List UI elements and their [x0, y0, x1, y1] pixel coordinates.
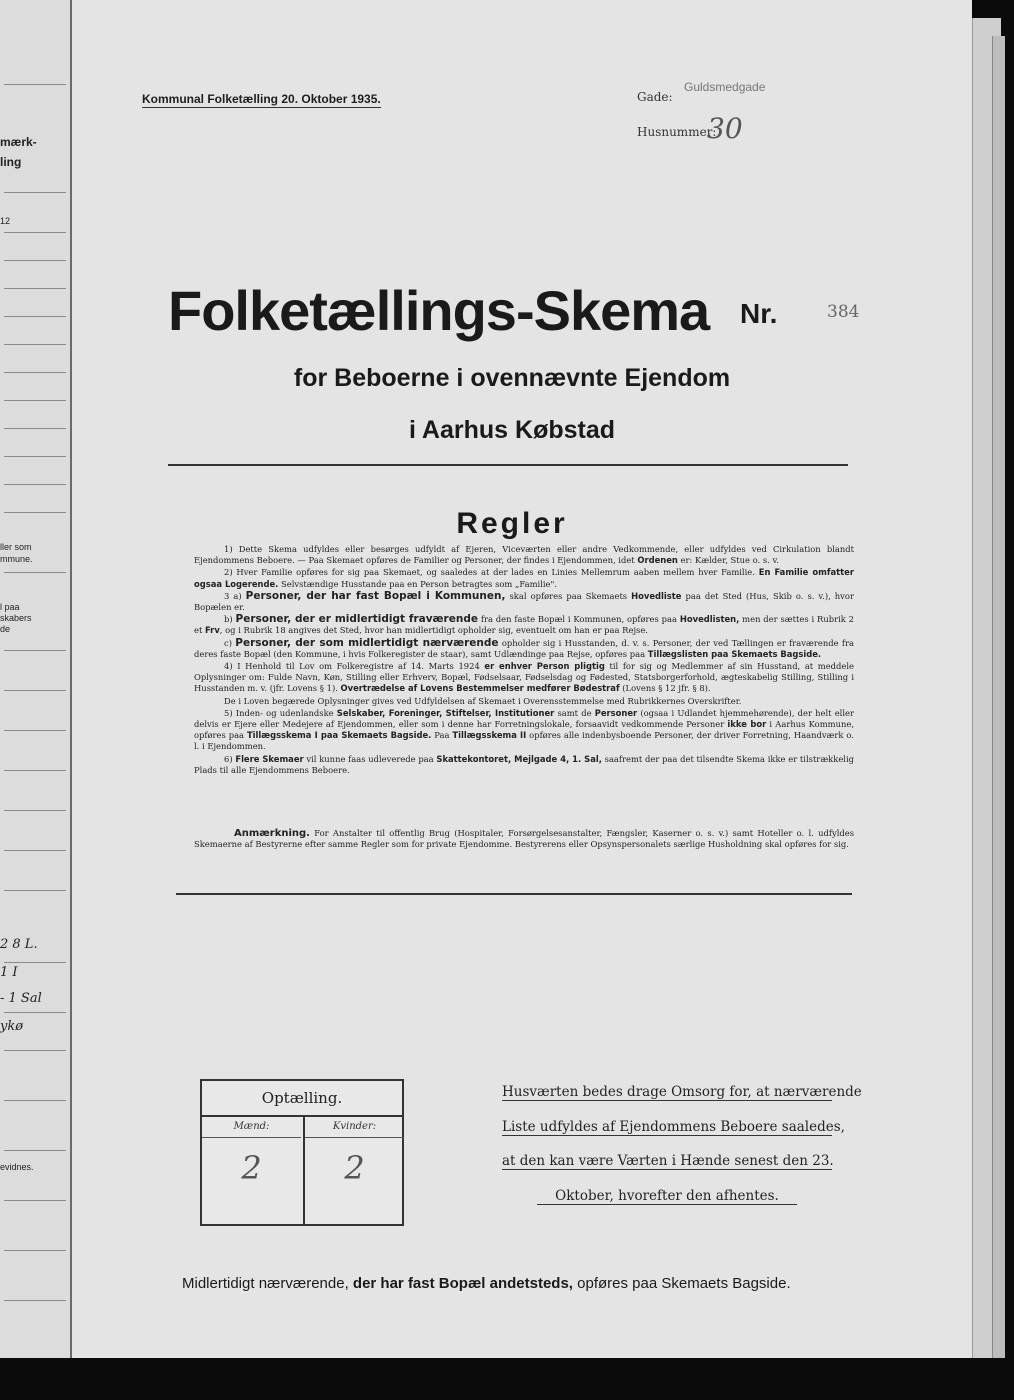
form-subtitle: for Beboerne i ovennævnte Ejendom [293, 364, 731, 392]
form-number-value: 384 [827, 302, 860, 322]
ruled-line [4, 456, 66, 457]
prev-page-handwriting: 1 I [0, 965, 18, 980]
column-rule [202, 1137, 301, 1138]
ruled-line [4, 1250, 66, 1251]
rule-3c: c) Personer, der som midlertidigt nærværende opholder sig i Husstanden, d. v. s. Personer, der ved Tællingen er fraværende fra deres faste Bopæl (den Kommune, i hvis Folkeregister de staar), samt Udlændinge paa Rejse, opføres paa Tillægslisten paa Skemaets Bagside. [194, 636, 854, 659]
ruled-line [4, 484, 66, 485]
street-label: Gade: [637, 90, 673, 104]
annotation-note [194, 828, 854, 850]
rule-4: 4) I Henhold til Lov om Folkeregistre af 14. Marts 1924 er enhver Person pligtig til for sig og Medlemmer af sin Husstand, at meddele Oplysninger om: Fulde Navn, Køn, Stilling eller Erhverv, Bopæl, Fødselsaar, Fødselsdag og Fødested, Statsborgerforhold, ægteskabelig Stilling, Stilling i Husstanden m. v. (jfr. Lovens § 1). Overtrædelse af Lovens Bestemmelser medfører Bødestraf (Lovens § 12 jfr. § 8). [194, 661, 854, 694]
rules-text [194, 544, 854, 777]
ruled-line [4, 84, 66, 85]
rule-3b: b) Personer, der er midlertidigt fraværende fra den faste Bopæl i Kommunen, opføres paa Hovedlisten, men der sættes i Rubrik 2 et Frv, og i Rubrik 18 angives det Sted, hvor han midlertidigt opholder sig, eventuelt om han er paa Rejse. [194, 613, 855, 636]
prev-page-handwriting: ykø [0, 1019, 24, 1034]
prev-page-fragment: skabers [0, 613, 32, 623]
ruled-line [4, 1100, 66, 1101]
ruled-line [4, 428, 66, 429]
ruled-line [4, 572, 66, 573]
rule-6: 6) Flere Skemaer vil kunne faas udleverede paa Skattekontoret, Mejlgade 4, 1. Sal, saafremt der paa det tilsendte Skema ikke er tilstrækkelig Plads til alle Ejendommens Beboere. [194, 753, 855, 775]
footer-note: Midlertidigt nærværende, der har fast Bopæl andetsteds, opføres paa Skemaets Bagside. [182, 1275, 791, 1292]
prev-page-fragment: l paa [0, 602, 20, 612]
men-column [202, 1117, 301, 1224]
men-label: Mænd: [233, 1121, 270, 1132]
street-value: Guldsmedgade [684, 80, 766, 94]
house-number-label: Husnummer: [637, 125, 717, 139]
ruled-line [4, 512, 66, 513]
prev-page-fragment: mmune. [0, 554, 33, 564]
ruled-line [4, 1200, 66, 1201]
rule-4-note: De i Loven begærede Oplysninger gives ved Udfyldelsen af Skemaet i Overensstemmelse med Rubrikkernes Overskrifter. [224, 695, 742, 706]
prev-page-fragment: 12 [0, 216, 11, 226]
ruled-line [4, 400, 66, 401]
ruled-line [4, 1012, 66, 1013]
form-subtitle-city: i Aarhus Købstad [408, 416, 616, 444]
ruled-line [4, 730, 66, 731]
ruled-line [4, 260, 66, 261]
landlord-note-line: Oktober, hvorefter den afhentes. [537, 1188, 797, 1205]
prev-page-fragment: evidnes. [0, 1162, 34, 1172]
ruled-line [4, 1300, 66, 1301]
census-header: Kommunal Folketælling 20. Oktober 1935. [142, 92, 381, 106]
rules-heading: Regler [456, 507, 568, 540]
column-rule [305, 1137, 404, 1138]
annotation-label: Anmærkning. [234, 828, 310, 839]
ruled-line [4, 690, 66, 691]
rule-3a: 3 a) Personer, der har fast Bopæl i Kommunen, skal opføres paa Skemaets Hovedliste paa det Sted (Hus, Skib o. s. v.), hvor Bopælen er. [194, 589, 854, 613]
annotation-text: For Anstalter til offentlig Brug (Hospitaler, Forsørgelsesanstalter, Fængsler, Kaserner o. s. v.) samt Hoteller o. l. udfyldes Skemaerne af Bestyrerne efter samme Regler som for private Ejendomme. Bestyrerens eller Opsynspersonalets særlige Husholdning skal opføres for sig. [194, 828, 854, 850]
ruled-line [4, 372, 66, 373]
ruled-line [4, 962, 66, 963]
prev-page-fragment: ller som [0, 542, 32, 552]
prev-page-handwriting: - 1 Sal [0, 991, 42, 1006]
men-count: 2 [241, 1149, 262, 1187]
prev-page-fragment: de [0, 624, 11, 634]
ruled-line [4, 810, 66, 811]
landlord-note-line: Liste udfyldes af Ejendommens Beboere saaledes, [502, 1119, 845, 1135]
ruled-line [4, 288, 66, 289]
ruled-line [4, 232, 66, 233]
rule-1: 1) Dette Skema udfyldes eller besørges udfyldt af Ejeren, Viceværten eller andre Vedkommende, eller udfyldes ved Cirkulation blandt Ejendommens Beboere. — Paa Skemaet opføres de Familier og Personer, der findes i Ejendommen, idet Ordenen er: Kælder, Stue o. s. v. [194, 544, 854, 566]
ruled-line [4, 850, 66, 851]
page-edge [992, 36, 1005, 1358]
divider [168, 464, 848, 466]
ruled-line [4, 1050, 66, 1051]
women-column [303, 1117, 404, 1224]
ruled-line [4, 316, 66, 317]
previous-page-strip [0, 0, 72, 1358]
ruled-line [4, 192, 66, 193]
divider [176, 893, 852, 895]
ruled-line [4, 890, 66, 891]
ruled-line [4, 1150, 66, 1151]
women-label: Kvinder: [332, 1121, 377, 1132]
house-number-value: 30 [707, 112, 743, 145]
prev-page-fragment: ling [0, 155, 22, 169]
landlord-note-line: Husværten bedes drage Omsorg for, at nærværende [502, 1084, 862, 1100]
count-box [200, 1079, 404, 1226]
landlord-note-line: at den kan være Værten i Hænde senest den 23. [502, 1153, 834, 1169]
prev-page-fragment: mærk- [0, 135, 37, 149]
form-number-label: Nr. [740, 298, 778, 329]
women-count: 2 [344, 1149, 365, 1187]
ruled-line [4, 344, 66, 345]
rule-2: 2) Hver Familie opføres for sig paa Skemaet, og saaledes at der lades en Linies Mellemrum aaben mellem hver Familie. En Familie omfatter ogsaa Logerende. Selvstændige Husstande paa en Person betragtes som „Familie". [194, 567, 854, 589]
ruled-line [4, 650, 66, 651]
rule-5: 5) Inden- og udenlandske Selskaber, Foreninger, Stiftelser, Institutioner samt de Personer (ogsaa i Udlandet hjemmehørende), der helt eller delvis er Ejere eller Medejere af Ejendommen, eller som i denne har Forretningslokale, forsaavidt vedkommende Personer ikke bor i Aarhus Kommune, opføres paa Tillægsskema I paa Skemaets Bagside. Paa Tillægsskema II opføres alle indenbysboende Personer, der driver Forretning, Haandværk o. l. i Ejendommen. [194, 707, 854, 752]
form-title: Folketællings-Skema [168, 279, 710, 342]
census-form-page [72, 0, 972, 1358]
ruled-line [4, 770, 66, 771]
count-box-title: Optælling. [202, 1081, 402, 1117]
prev-page-handwriting: 2 8 L. [0, 937, 38, 952]
